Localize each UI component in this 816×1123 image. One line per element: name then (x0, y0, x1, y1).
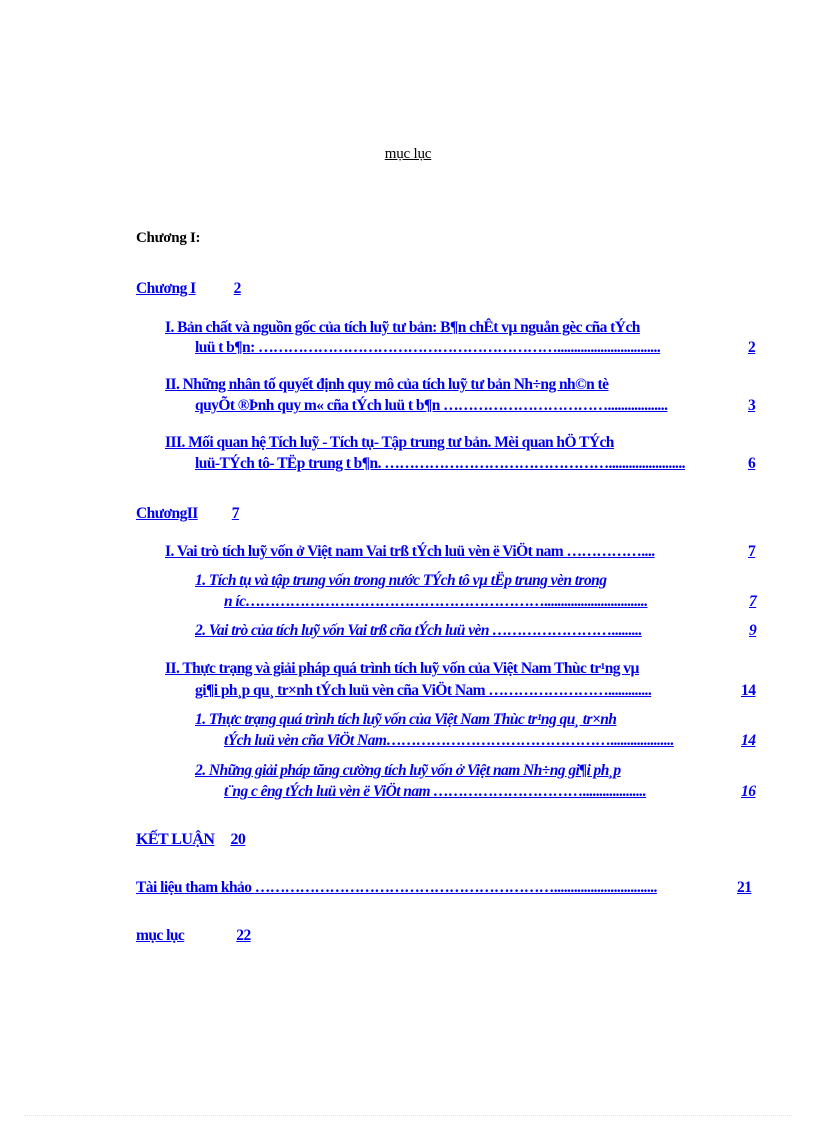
toc-entry-ch2-section-2-cont[interactable] (195, 681, 740, 701)
toc-entry-title: I. Vai trò tích luỹ vốn ở Việt nam Vai trß tÝch luü vèn ë ViÖt nam (165, 543, 567, 560)
toc-entry-title: luü-TÝch tô- TËp trung t b¶n. (195, 455, 385, 472)
toc-page: 14 (741, 732, 756, 749)
toc-entry-table-of-contents[interactable] (136, 926, 251, 946)
toc-leader-dots: ……………………………………………………............................... (245, 593, 648, 610)
toc-entry-title: gi¶i ph¸p qu¸ tr×nh tÝch luü vèn cña ViÖt Nam (195, 682, 489, 699)
toc-entry-ch2-s1-item-1-cont[interactable] (224, 592, 748, 612)
toc-page: 14 (741, 682, 756, 699)
toc-page-number: 2 (233, 280, 241, 297)
toc-page: 2 (748, 339, 756, 356)
toc-entry-ch2-section-2[interactable] (165, 659, 639, 679)
toc-entry-section-1[interactable] (165, 318, 640, 338)
toc-entry-ch2-s2-item-2[interactable] (195, 761, 621, 781)
toc-entry-title: Tài liệu tham khảo (136, 879, 255, 896)
toc-page: 9 (749, 622, 757, 639)
toc-entry-ch2-s1-item-2[interactable] (195, 621, 747, 641)
toc-entry-chapter-1[interactable] (136, 279, 241, 299)
toc-entry-title: mục lục (136, 927, 185, 944)
toc-entry-title: II. Thực trạng và giải pháp quá trình tích luỹ vốn của Việt Nam Thùc tr¹ng vµ (165, 660, 639, 677)
toc-leader-dots: ……………………......... (492, 622, 642, 639)
toc-entry-section-1-cont[interactable] (195, 338, 758, 358)
page-footer-rule (24, 1115, 792, 1116)
toc-page-number: 7 (231, 505, 239, 522)
toc-leader-dots: …………………………….................. (443, 397, 668, 414)
toc-entry-title: II. Những nhân tố quyết định quy mô của tích luỹ tư bản Nh÷ng nh©n tè (165, 376, 609, 393)
toc-entry-title: n íc (224, 593, 246, 610)
page-heading: mục lục (384, 146, 432, 162)
toc-entry-ch2-s2-item-1[interactable] (195, 710, 616, 730)
toc-page-number: 20 (230, 831, 246, 848)
toc-entry-title: III. Mối quan hệ Tích luỹ - Tích tụ- Tập trung tư bản. Mèi quan hÖ TÝch (165, 434, 614, 451)
toc-entry-title: 2. Những giải pháp tăng cường tích luỹ vốn ở Việt nam Nh÷ng gi¶i ph¸p (195, 762, 621, 779)
toc-page: 21 (737, 879, 752, 896)
toc-entry-title: ChươngII (136, 505, 198, 522)
toc-entry-title: quyÕt ®Þnh quy m« cña tÝch luü t b¶n (195, 397, 444, 414)
toc-leader-dots: ……………………............. (488, 682, 652, 699)
toc-entry-title: KẾT LUẬN (136, 831, 215, 848)
chapter-label: Chương I: (136, 230, 201, 246)
toc-entry-title: 1. Tích tụ và tập trung vốn trong nước TÝch tô vµ tËp trung vèn trong (195, 572, 607, 589)
toc-leader-dots: ………………………………………....................... (384, 455, 685, 472)
toc-entry-title: luü t b¶n: (195, 339, 259, 356)
toc-entry-ch2-s1-item-1[interactable] (195, 571, 606, 591)
toc-entry-ch2-s2-item-1-cont[interactable] (224, 731, 741, 751)
toc-entry-title: I. Bản chất và nguồn gốc của tích luỹ tư bản: B¶n chÊt vµ nguån gèc cña tÝch (165, 319, 640, 336)
toc-leader-dots: ……………………………………………………............................... (254, 879, 657, 896)
toc-entry-section-3-cont[interactable] (195, 454, 747, 474)
toc-page: 6 (748, 455, 756, 472)
toc-entry-title: tÝch luü vèn cña ViÖt Nam (224, 732, 387, 749)
toc-entry-section-3[interactable] (165, 433, 614, 453)
toc-entry-title: t¨ng c êng tÝch luü vèn ë ViÖt nam (224, 783, 434, 800)
toc-entry-title: 1. Thực trạng quá trình tích luỹ vốn của Việt Nam Thùc tr¹ng qu¸ tr×nh (195, 711, 617, 728)
toc-leader-dots: ………………………………………................... (386, 732, 674, 749)
toc-page: 3 (748, 397, 756, 414)
toc-page: 16 (741, 783, 756, 800)
toc-entry-title: 2. Vai trò của tích luỹ vốn Vai trß cña tÝch luü vèn (195, 622, 493, 639)
toc-page: 7 (749, 593, 757, 610)
toc-entry-ch2-s2-item-2-cont[interactable] (224, 782, 741, 802)
toc-leader-dots: …………….... (566, 543, 655, 560)
toc-entry-references[interactable] (136, 878, 736, 898)
toc-entry-section-2-cont[interactable] (195, 396, 747, 416)
toc-entry-ch2-section-1[interactable] (165, 542, 747, 562)
toc-entry-conclusion[interactable] (136, 830, 245, 850)
toc-leader-dots: ……………………………………………………............................... (258, 339, 661, 356)
toc-entry-chapter-2[interactable] (136, 504, 239, 524)
toc-page-number: 22 (236, 927, 251, 944)
toc-entry-title: Chương I (136, 280, 196, 297)
toc-leader-dots: …………………………................... (433, 783, 647, 800)
toc-entry-section-2[interactable] (165, 375, 609, 395)
toc-page: 7 (748, 543, 756, 560)
